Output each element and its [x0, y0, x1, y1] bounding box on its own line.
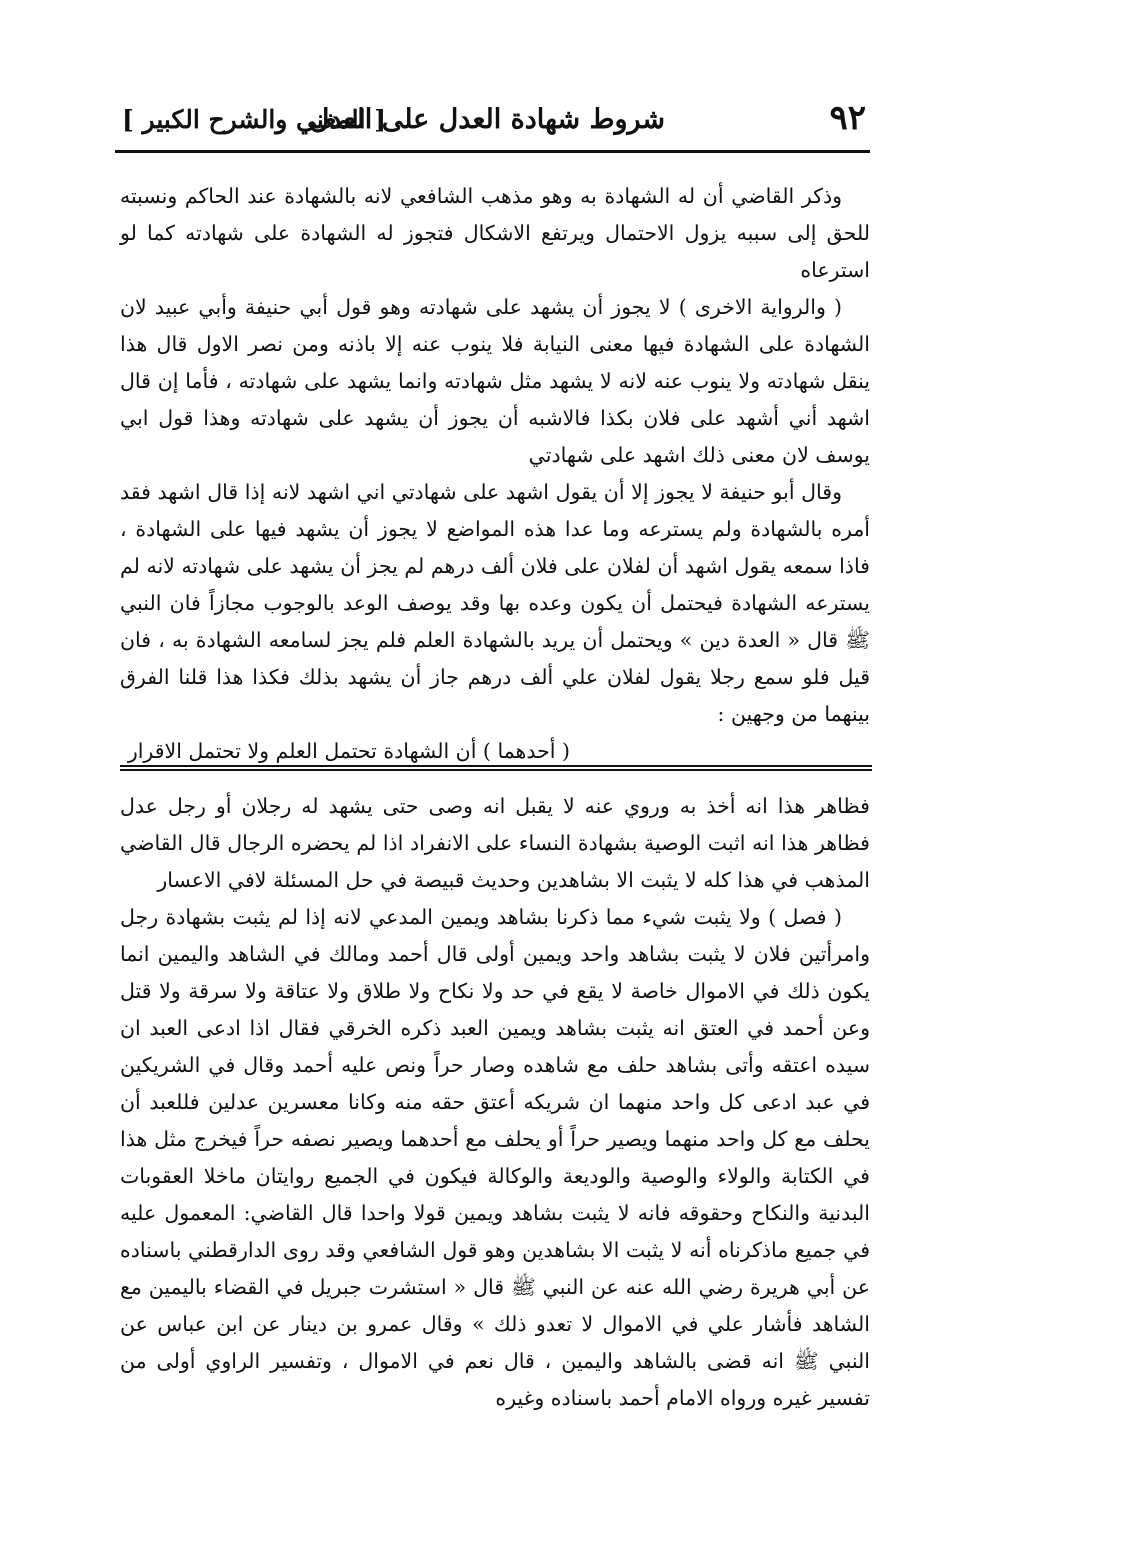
main-paragraph: ( أحدهما ) أن الشهادة تحتمل العلم ولا تحتمل الاقرار: [127, 739, 570, 763]
main-text: [120, 178, 870, 770]
commentary-text: [120, 788, 870, 1417]
section-divider: [120, 765, 872, 771]
running-title: شروط شهادة العدل على العدل: [309, 104, 665, 135]
page-number: ٩٢: [829, 98, 866, 138]
main-paragraph: وذكر القاضي أن له الشهادة به وهو مذهب الشافعي لانه بالشهادة عند الحاكم ونسبته للحق إلى سببه يزول الاحتمال ويرتفع الاشكال فتجوز له الشهادة على شهادته كما لو استرعاه: [120, 184, 870, 282]
page-header: [118, 96, 870, 148]
commentary-paragraph: ( فصل ) ولا يثبت شيء مما ذكرنا بشاهد ويمين المدعي لانه إذا لم يثبت بشهادة رجل وامرأتين فلان لا يثبت بشاهد واحد ويمين أولى قال أحمد ومالك في الشاهد واليمين انما يكون ذلك في الاموال خاصة لا يقع في حد ولا نكاح ولا طلاق ولا عتاقة ولا سرقة ولا قتل وعن أحمد في العتق انه يثبت بشاهد ويمين العبد ذكره الخرقي فقال اذا ادعى العبد ان سيده اعتقه وأتى بشاهد حلف مع شاهده وصار حراً ونص عليه أحمد وقال في الشريكين في عبد ادعى كل واحد منهما ان شريكه أعتق حقه منه وكانا معسرين عدلين فللعبد أن يحلف مع كل واحد منهما ويصير حراً أو يحلف مع أحدهما ويصير نصفه حراً فيخرج مثل هذا في الكتابة والولاء والوصية والوديعة والوكالة فيكون في الجميع روايتان ماخلا العقوبات البدنية والنكاح وحقوقه فانه لا يثبت بشاهد ويمين قولا واحدا قال القاضي: المعمول عليه في جميع ماذكرناه أنه لا يثبت الا بشاهدين وهو قول الشافعي وقد روى الدارقطني باسناده عن أبي هريرة رضي الله عنه عن النبي ﷺ قال « استشرت جبريل في القضاء باليمين مع الشاهد فأشار علي في الاموال لا تعدو ذلك » وقال عمرو بن دينار عن ابن عباس عن النبي ﷺ انه قضى بالشاهد واليمين ، قال نعم في الاموال ، وتفسير الراوي أولى من تفسير غيره ورواه الامام أحمد باسناده وغيره: [120, 905, 870, 1410]
book-title: [ المغني والشرح الكبير ]: [122, 105, 387, 134]
header-rule: [115, 150, 870, 153]
commentary-paragraph: فظاهر هذا انه أخذ به وروي عنه لا يقبل انه وصى حتى يشهد له رجلان أو رجل عدل فظاهر هذا انه اثبت الوصية بشهادة النساء على الانفراد اذا لم يحضره الرجال قال القاضي المذهب في هذا كله لا يثبت الا بشاهدين وحديث قبيصة في حل المسئلة لافي الاعسار: [120, 794, 870, 892]
main-paragraph: ( والرواية الاخرى ) لا يجوز أن يشهد على شهادته وهو قول أبي حنيفة وأبي عبيد لان الشهادة على الشهادة فيها معنى النيابة فلا ينوب عنه إلا باذنه ومن نصر الاول قال هذا ينقل شهادته ولا ينوب عنه لانه لا يشهد مثل شهادته وانما يشهد على شهادته ، فأما إن قال اشهد أني أشهد على فلان بكذا فالاشبه أن يجوز أن يشهد على شهادته وهذا قول ابي يوسف لان معنى ذلك اشهد على شهادتي: [120, 295, 870, 467]
main-paragraph: وقال أبو حنيفة لا يجوز إلا أن يقول اشهد على شهادتي اني اشهد لانه إذا قال اشهد فقد أمره بالشهادة ولم يسترعه وما عدا هذه المواضع لا يجوز أن يشهد فيها على الشهادة ، فاذا سمعه يقول اشهد أن لفلان على فلان ألف درهم لم يجز أن يشهد على شهادته لانه لم يسترعه الشهادة فيحتمل أن يكون وعده بها وقد يوصف الوعد بالوجوب مجازاً فان النبي ﷺ قال « العدة دين » ويحتمل أن يريد بالشهادة العلم فلم يجز لسامعه الشهادة به ، فان قيل فلو سمع رجلا يقول لفلان علي ألف درهم جاز أن يشهد بذلك فكذا هذا قلنا الفرق بينهما من وجهين :: [120, 480, 870, 726]
